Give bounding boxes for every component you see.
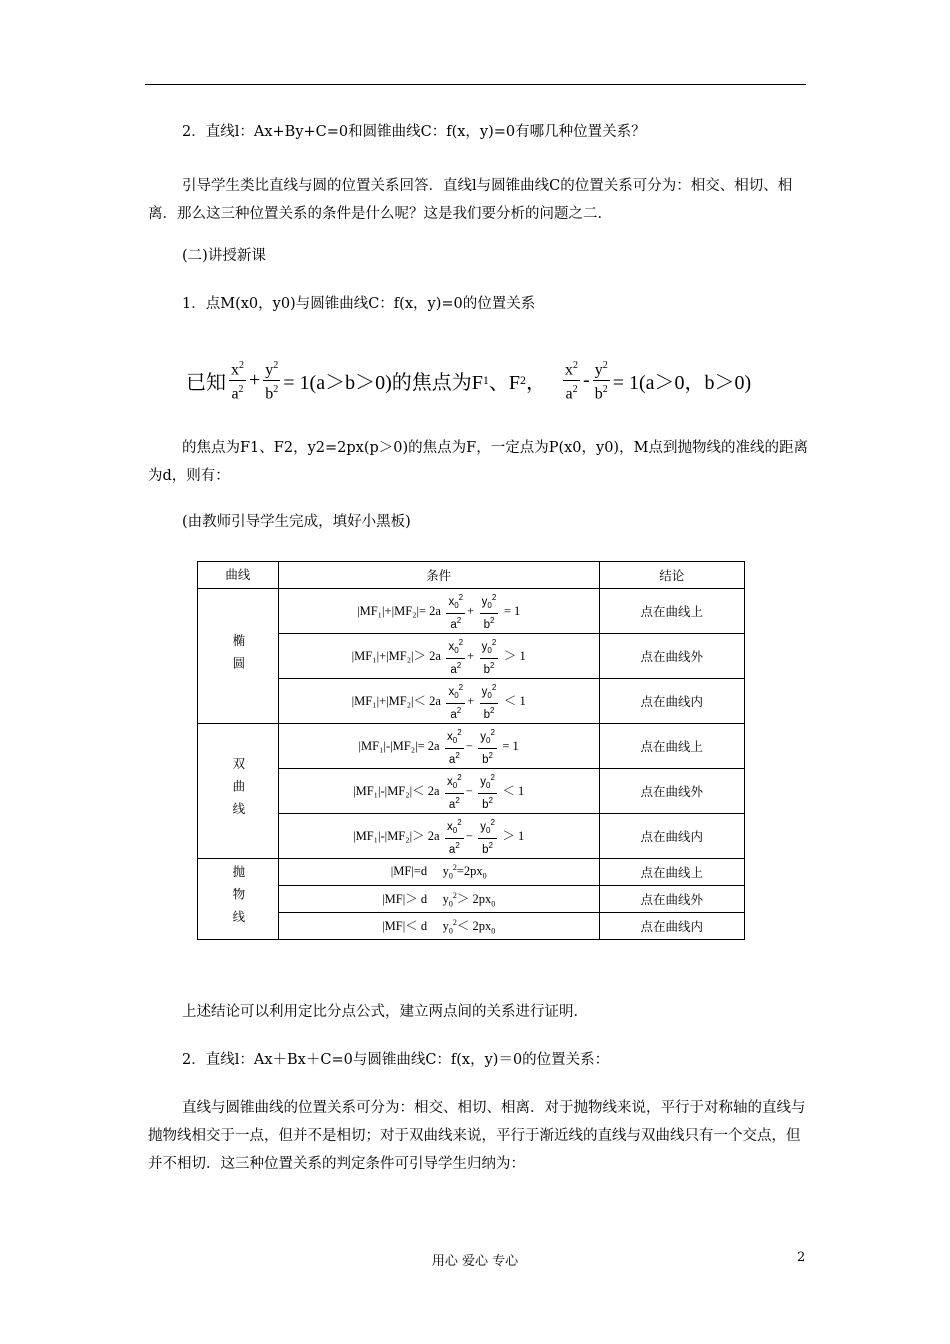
formula-frac-x-a-2: $\frac{x^2}{a^2}$ xyxy=(565,360,579,402)
page-number: 2 xyxy=(797,1250,806,1265)
condition-cell: |MF₁|+|MF₂|= 2a $\frac{x_0^2}{a^2}$ + $\frac{y_0^2}{b^2}$ = 1 xyxy=(278,589,599,634)
point-2-heading: 2．直线l：Ax＋Bx＋C=0与圆锥曲线C：f(x，y)＝0的位置关系： xyxy=(182,1052,610,1068)
foci-paragraph: 的焦点为F1、F2，y2=2px(p＞0)的焦点为F，一定点为P(x0，y0)，M点到抛物线的准线的距离为d，则有： xyxy=(148,440,808,484)
group-hyperbola: 双曲线 xyxy=(198,724,279,859)
table-row: 椭圆 |MF₁|+|MF₂|= 2a $\frac{x_0^2}{a^2}$ + $\frac{y_0^2}{b^2}$ = 1 点在曲线上 xyxy=(198,589,745,634)
condition-cell: |MF|＜ d $y_0^2< 2px_0$ xyxy=(278,913,599,940)
formula-frac-y-b: $\frac{y^2}{b^2}$ xyxy=(265,360,279,402)
point-1-heading: 1．点M(x0，y0)与圆锥曲线C：f(x，y)=0的位置关系 xyxy=(182,296,536,312)
condition-cell: |MF₁|-|MF₂|＜ 2a $\frac{x_0^2}{a^2}$ − $\frac{y_0^2}{b^2}$ ＜ 1 xyxy=(278,769,599,814)
group-ellipse: 椭圆 xyxy=(198,589,279,724)
table-row: 双曲线 |MF₁|-|MF₂|= 2a $\frac{x_0^2}{a^2}$ − $\frac{y_0^2}{b^2}$ = 1 点在曲线上 xyxy=(198,724,745,769)
header-rule xyxy=(145,84,806,85)
footer-slogan: 用心 爱心 专心 xyxy=(431,1254,519,1269)
position-table xyxy=(197,561,745,940)
intro-paragraph: 引导学生类比直线与圆的位置关系回答．直线l与圆锥曲线C的位置关系可分为：相交、相切、相离．那么这三种位置关系的条件是什么呢？这是我们要分析的问题之二． xyxy=(148,178,793,222)
table-row: |MF₁|-|MF₂|＞ 2a $\frac{x_0^2}{a^2}$ − $\frac{y_0^2}{b^2}$ ＞ 1 点在曲线内 xyxy=(198,814,745,859)
condition-cell: |MF₁|+|MF₂|＜ 2a $\frac{x_0^2}{a^2}$ + $\frac{y_0^2}{b^2}$ ＜ 1 xyxy=(278,679,599,724)
final-paragraph: 直线与圆锥曲线的位置关系可分为：相交、相切、相离．对于抛物线来说，平行于对称轴的直线与抛物线相交于一点，但并不是相切；对于双曲线来说，平行于渐近线的直线与双曲线只有一个交点，但并不相切．这三种位置关系的判定条件可引导学生归纳为： xyxy=(148,1100,806,1172)
condition-cell: |MF₁|-|MF₂|＞ 2a $\frac{x_0^2}{a^2}$ − $\frac{y_0^2}{b^2}$ ＞ 1 xyxy=(278,814,599,859)
formula-frac-x-a: $\frac{x^2}{a^2}$ xyxy=(231,360,244,402)
section-heading: (二)讲授新课 xyxy=(182,248,266,264)
teacher-note: (由教师引导学生完成，填好小黑板) xyxy=(182,514,411,530)
table-row: |MF₁|-|MF₂|＜ 2a $\frac{x_0^2}{a^2}$ − $\frac{y_0^2}{b^2}$ ＜ 1 点在曲线外 xyxy=(198,769,745,814)
group-parabola: 抛物线 xyxy=(198,859,279,940)
formula-frac-y-b-2: $\frac{y^2}{b^2}$ xyxy=(594,360,608,402)
table-row: |MF₁|+|MF₂|＜ 2a $\frac{x_0^2}{a^2}$ + $\frac{y_0^2}{b^2}$ ＜ 1 点在曲线内 xyxy=(198,679,745,724)
condition-cell: |MF₁|+|MF₂|＞ 2a $\frac{x_0^2}{a^2}$ + $\frac{y_0^2}{b^2}$ ＞ 1 xyxy=(278,634,599,679)
condition-cell: |MF|＞ d $y_0^2> 2px_0$ xyxy=(278,886,599,913)
table-row: |MF|＞ d $y_0^2> 2px_0$ 点在曲线外 xyxy=(198,886,745,913)
condition-cell: |MF₁|-|MF₂|= 2a $\frac{x_0^2}{a^2}$ − $\frac{y_0^2}{b^2}$ = 1 xyxy=(278,724,599,769)
proof-note: 上述结论可以利用定比分点公式，建立两点间的关系进行证明． xyxy=(182,1004,588,1020)
condition-cell: |MF|=d $y_0^2=2px_0$ xyxy=(278,859,599,886)
conic-formula: 已知 $\frac{x^2}{a^2}$ + $\frac{y^2}{b^2}$ = 1(a＞b＞0)的焦点为F 1 、F 2 ， $\frac{x^2}{a^2}$ - $\frac{y^2}{b^2}$ = 1(a＞0，b＞0) xyxy=(186,350,751,410)
question-2: 2．直线l：Ax+By+C=0和圆锥曲线C：f(x，y)=0有哪几种位置关系？ xyxy=(182,124,646,140)
table-row: 抛物线 |MF|=d $y_0^2=2px_0$ 点在曲线上 xyxy=(198,859,745,886)
table-header-row: 曲线 条件 结论 xyxy=(198,562,745,589)
table-row: |MF|＜ d $y_0^2< 2px_0$ 点在曲线内 xyxy=(198,913,745,940)
table-row: |MF₁|+|MF₂|＞ 2a $\frac{x_0^2}{a^2}$ + $\frac{y_0^2}{b^2}$ ＞ 1 点在曲线外 xyxy=(198,634,745,679)
